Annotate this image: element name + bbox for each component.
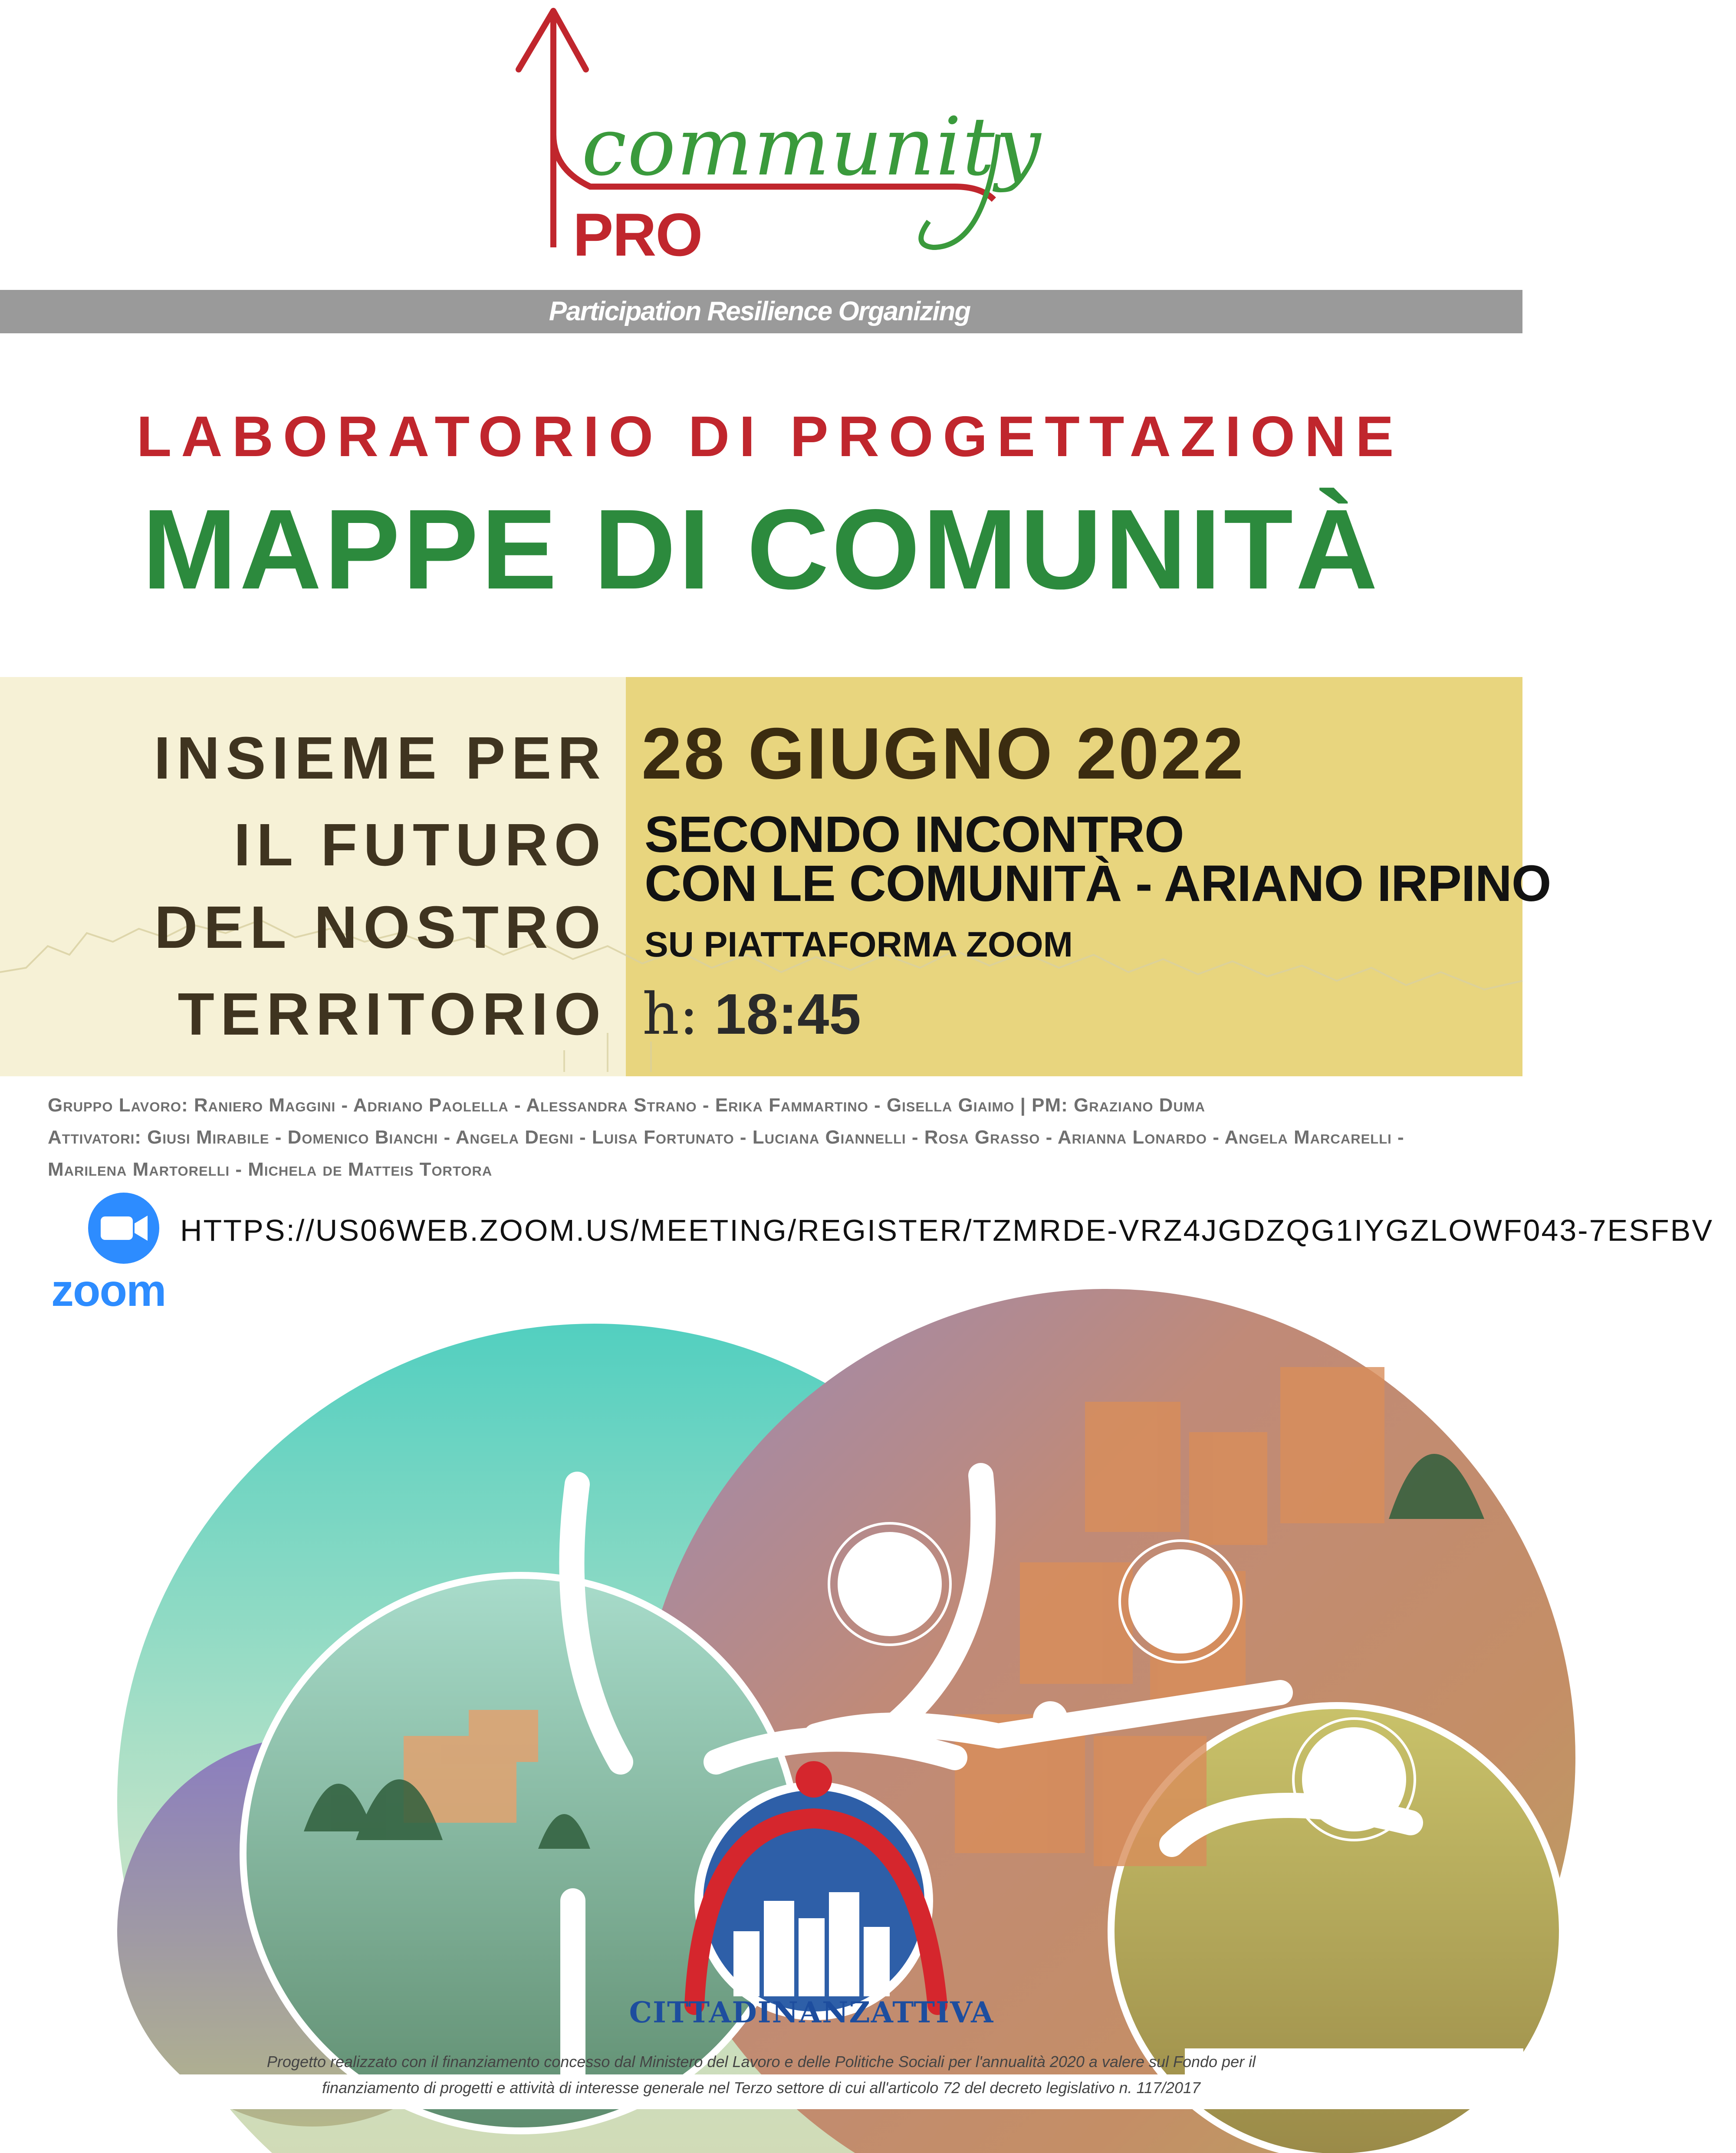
credits-activators: Attivatori: Giusi Mirabile - Domenico Bianchi - Angela Degni - Luisa Fortunato - Luciana Giannelli - Rosa Grasso - Arianna Lonardo - Angela Marcarelli - [48,1127,1404,1148]
credits-work-group: Gruppo Lavoro: Raniero Maggini - Adriano Paolella - Alessandra Strano - Erika Fammartino - Gisella Giaimo | PM: Graziano Duma [48,1095,1206,1116]
figure-head-3 [1302,1727,1406,1831]
slogan-line-1: INSIEME PER [154,725,607,792]
zoom-registration-link[interactable]: HTTPS://US06WEB.ZOOM.US/MEETING/REGISTER/TZMRDE-VRZ4JGDZQG1IYGZLOWF043-7ESFBV [180,1213,1714,1247]
logo-word: community [582,100,1042,194]
tagline: Participation Resilience Organizing [549,296,970,326]
footer-funding-line-1: Progetto realizzato con il finanziamento concesso dal Ministero del Lavoro e delle Politiche Sociali per l'annualità 2020 a valere sul Fondo per il [266,2053,1256,2071]
event-time-prefix: h: [642,981,699,1048]
logo-pro: PRO [573,201,702,269]
slogan-line-4: TERRITORIO [178,981,607,1048]
main-title: MAPPE DI COMUNITÀ [142,486,1381,613]
event-title-line-1: SECONDO INCONTRO [644,806,1184,863]
community-map-illustration [0,1259,1522,2109]
zoom-wordmark: zoom [51,1266,166,1316]
credits-activators-cont: Marilena Martorelli - Michela de Matteis Tortora [48,1159,493,1180]
lab-title: LABORATORIO DI PROGETTAZIONE [136,404,1404,468]
figure-head-1 [838,1532,942,1636]
footer-funding-line-2: finanziamento di progetti e attività di interesse generale nel Terzo settore di cui all'articolo 72 del decreto legislativo n. 117/2017 [322,2079,1201,2097]
slogan-line-2: IL FUTURO [233,812,607,878]
figure-head-2 [1128,1549,1233,1653]
slogan-line-3: DEL NOSTRO [154,894,607,961]
event-time [642,981,861,1048]
event-platform: SU PIATTAFORMA ZOOM [644,925,1073,964]
cittadinanzattiva-wordmark: CITTADINANZATTIVA [629,1995,994,2029]
event-title-line-2: CON LE COMUNITÀ - ARIANO IRPINO [644,855,1551,912]
zoom-camera-icon [87,1191,161,1265]
event-time-value: 18:45 [714,982,861,1046]
event-date: 28 GIUGNO 2022 [641,713,1246,794]
